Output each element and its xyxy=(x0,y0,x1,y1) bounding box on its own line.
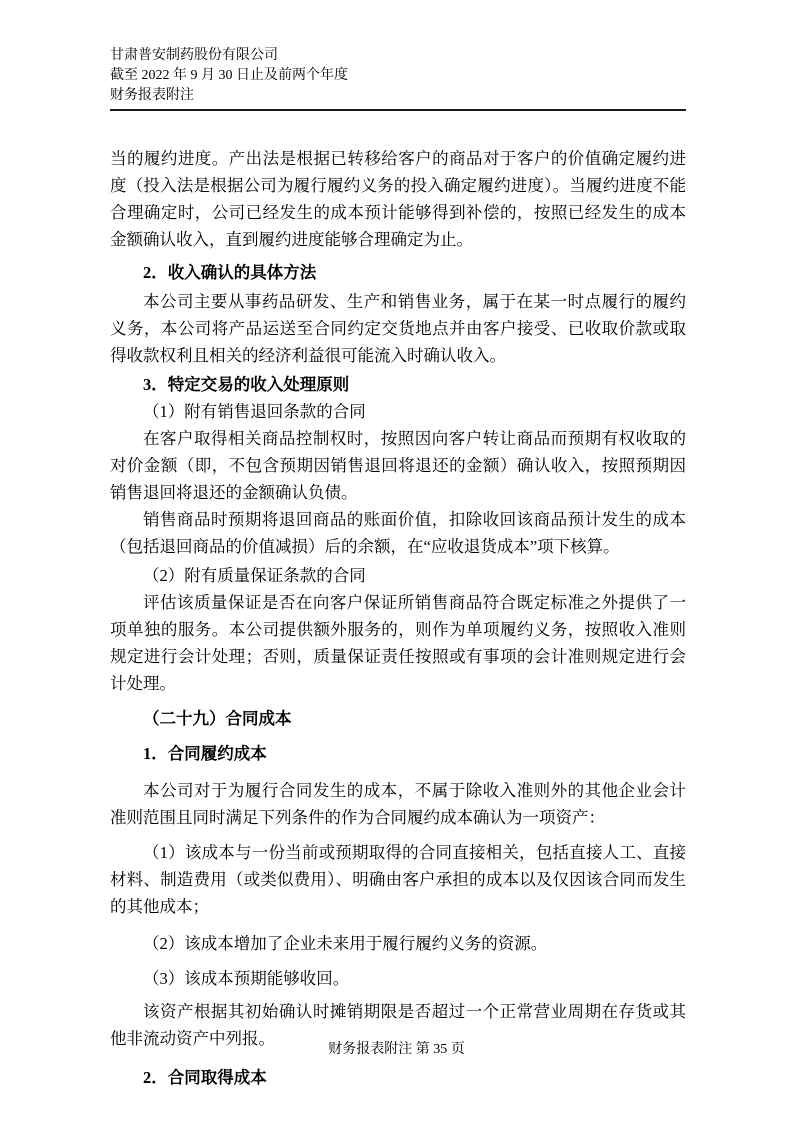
header-company-name: 甘肃普安制药股份有限公司 xyxy=(110,48,278,63)
paragraph: （2）该成本增加了企业未来用于履行履约义务的资源。 xyxy=(143,934,548,953)
heading: 2．合同取得成本 xyxy=(143,1068,267,1087)
paragraph: 销售商品时预期将退回商品的账面价值，扣除收回该商品预计发生的成本（包括退回商品的价值减损）后的余额，在“应收退货成本”项下核算。 xyxy=(110,510,686,556)
section-heading: （二十九）合同成本 xyxy=(143,709,292,728)
paragraph: 在客户取得相关商品控制权时，按照因向客户转让商品而预期有权收取的对价金额（即，不包含预期因销售退回将退还的金额）确认收入，按照预期因销售退回将退还的金额确认负债。 xyxy=(110,429,686,502)
document-body xyxy=(110,145,686,1091)
paragraph: 本公司对于为履行合同发生的成本，不属于除收入准则外的其他企业会计准则范围且同时满足下列条件的作为合同履约成本确认为一项资产： xyxy=(110,781,686,827)
paragraph: 该资产根据其初始确认时摊销期限是否超过一个正常营业周期在存货或其他非流动资产中列报。 xyxy=(110,1002,686,1048)
heading: 1．合同履约成本 xyxy=(143,744,267,763)
paragraph: （1）附有销售退回条款的合同 xyxy=(143,402,366,421)
page-content xyxy=(110,46,686,1091)
paragraph: （3）该成本预期能够收回。 xyxy=(143,969,350,988)
page-footer: 财务报表附注 第 35 页 xyxy=(328,1042,465,1057)
paragraph: （2）附有质量保证条款的合同 xyxy=(143,566,366,585)
heading: 3．特定交易的收入处理原则 xyxy=(143,375,350,394)
header-doc-title: 财务报表附注 xyxy=(110,88,194,103)
page-header xyxy=(110,46,686,111)
paragraph: 当的履约进度。产出法是根据已转移给客户的商品对于客户的价值确定履约进度（投入法是根据公司为履行履约义务的投入确定履约进度）。当履约进度不能合理确定时，公司已经发生的成本预计能够得到补偿的，按照已经发生的成本金额确认收入，直到履约进度能够合理确定为止。 xyxy=(110,149,686,249)
header-report-period: 截至 2022 年 9 月 30 日止及前两个年度 xyxy=(110,68,348,83)
paragraph: （1）该成本与一份当前或预期取得的合同直接相关，包括直接人工、直接材料、制造费用（或类似费用）、明确由客户承担的成本以及仅因该合同而发生的其他成本； xyxy=(110,843,686,916)
paragraph: 评估该质量保证是否在向客户保证所销售商品符合既定标准之外提供了一项单独的服务。本公司提供额外服务的，则作为单项履约义务，按照收入准则规定进行会计处理；否则，质量保证责任按照或有事项的会计准则规定进行会计处理。 xyxy=(110,593,686,693)
heading: 2．收入确认的具体方法 xyxy=(143,263,317,282)
header-rule xyxy=(110,109,686,111)
paragraph: 本公司主要从事药品研发、生产和销售业务，属于在某一时点履行的履约义务，本公司将产品运送至合同约定交货地点并由客户接受、已收取价款或取得收款权利且相关的经济利益很可能流入时确认收入。 xyxy=(110,292,686,365)
